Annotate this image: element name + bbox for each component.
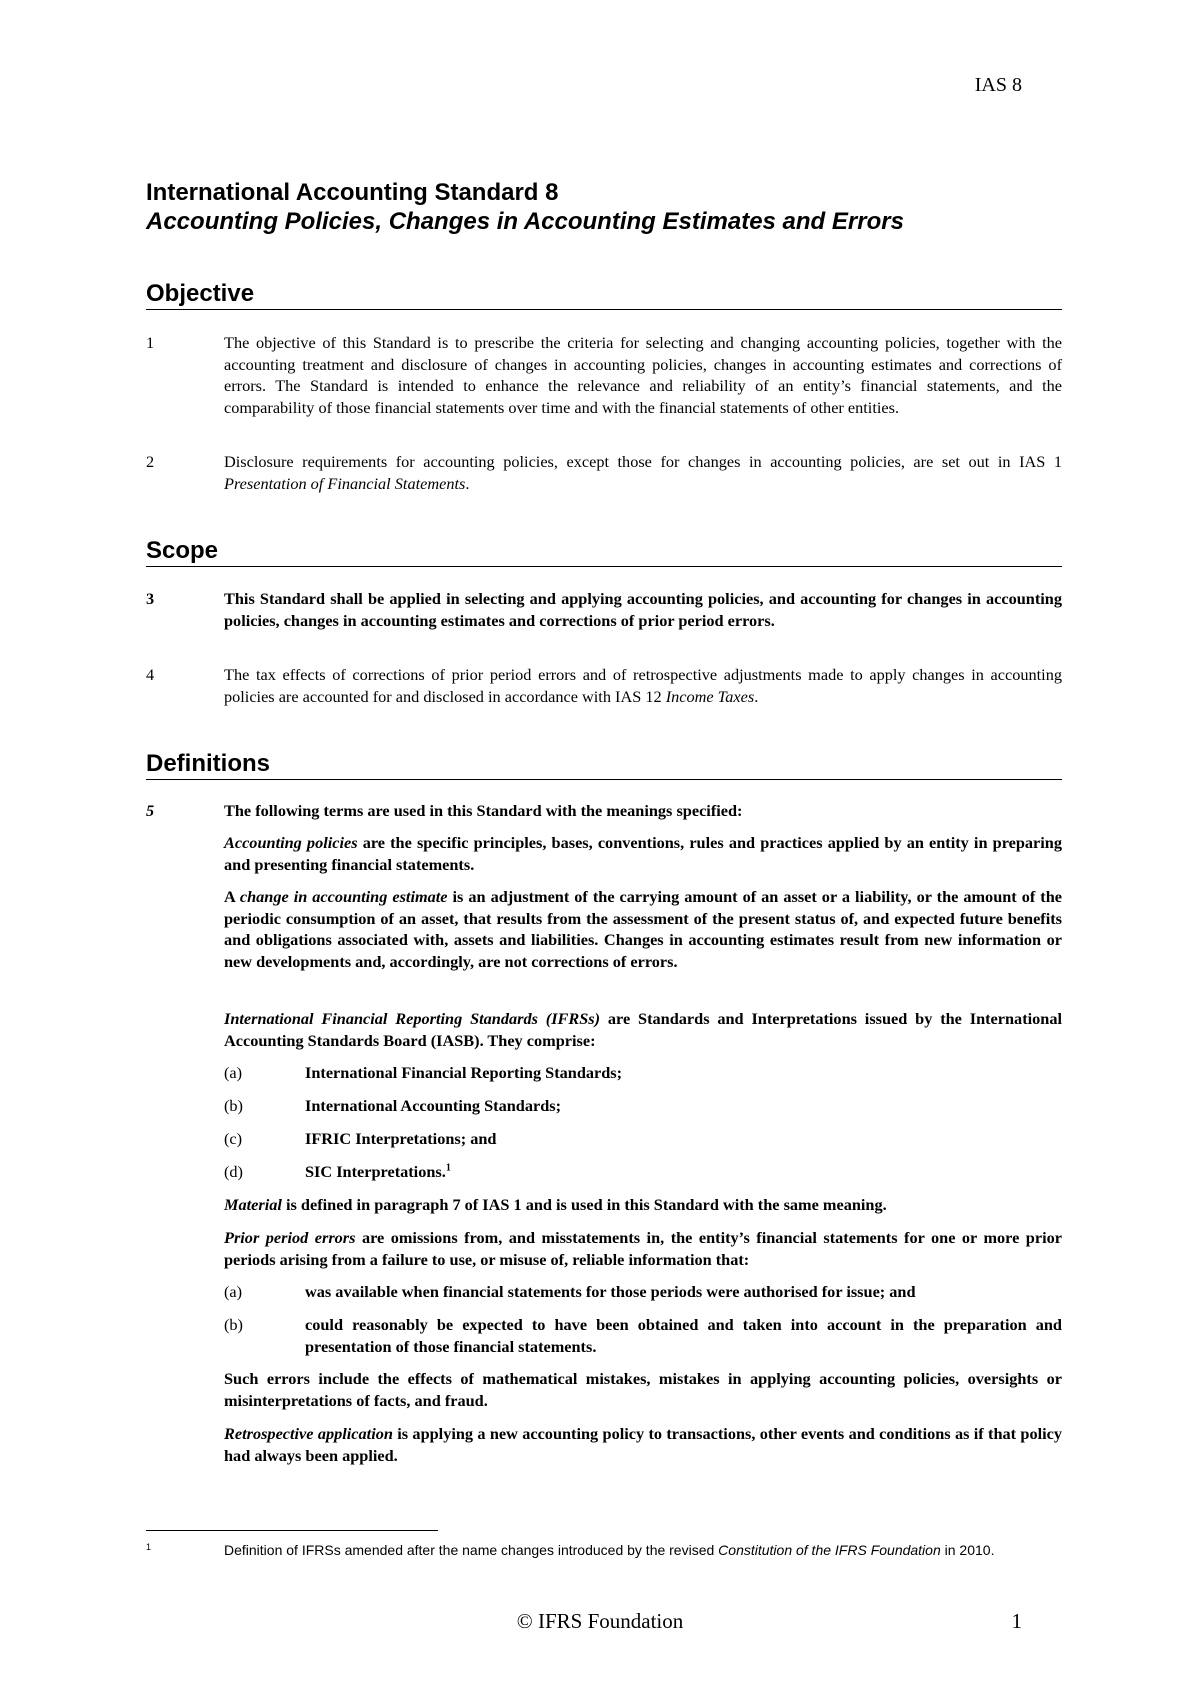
- text-run: .: [754, 686, 759, 706]
- text-run: SIC Interpretations.: [305, 1162, 446, 1181]
- list-item-label: (a): [224, 1282, 243, 1301]
- footer-page-number: 1: [1011, 1609, 1022, 1633]
- defined-term: Retrospective application: [224, 1424, 393, 1443]
- definition-such-errors: Such errors include the effects of mathematical mistakes, mistakes in applying accounting policies, oversights or misinterpretations of facts, and fraud.: [224, 1369, 1062, 1410]
- definition-text: are omissions from, and misstatements in, the entity’s financial statements for one or more prior periods arising from a failure to use, or misuse of, reliable information that:: [224, 1228, 1062, 1269]
- running-header: IAS 8: [974, 74, 1022, 96]
- paragraph-1: [146, 332, 1062, 419]
- text-run: in 2010.: [940, 1542, 995, 1558]
- defined-term: Prior period errors: [224, 1228, 356, 1247]
- document-subtitle: Accounting Policies, Changes in Accounting Estimates and Errors: [146, 208, 904, 235]
- paragraph-text: The following terms are used in this Standard with the meanings specified:: [224, 801, 743, 820]
- list-item-label: (d): [224, 1162, 243, 1181]
- definition-text: is an adjustment of the carrying amount of an asset or a liability, or the amount of the periodic consumption of an asset, that results from the assessment of the present status of, and expected future benefits and obligations associated with, assets and liabilities. Changes in accounting estimates result from new information or new developments and, accordingly, are not corrections of errors.: [224, 887, 1062, 972]
- list-item-text: could reasonably be expected to have been obtained and taken into account in the preparation and presentation of those financial statements.: [305, 1315, 1062, 1356]
- definition-retrospective-application: [224, 1423, 1062, 1466]
- definition-material: [224, 1194, 1062, 1216]
- defined-term: International Financial Reporting Standards (IFRSs): [224, 1009, 601, 1028]
- list-item-text: was available when financial statements for those periods were authorised for issue; and: [305, 1282, 916, 1301]
- definition-ifrss: [224, 1008, 1062, 1051]
- footer-copyright: © IFRS Foundation: [516, 1609, 684, 1633]
- footnote-divider: [146, 1530, 438, 1531]
- list-item: [224, 1062, 1062, 1084]
- text-run: The tax effects of corrections of prior period errors and of retrospective adjustments made to apply changes in accounting policies are accounted for and disclosed in accordance with IAS 12: [224, 665, 1062, 706]
- standard-reference: Presentation of Financial Statements: [224, 473, 466, 493]
- section-heading-scope: Scope: [146, 536, 1062, 567]
- paragraph-text: [224, 451, 1062, 494]
- list-item-text: IFRIC Interpretations; and: [305, 1129, 497, 1148]
- definition-text: are Standards and Interpretations issued by the International Accounting Standards Board (IASB). They comprise:: [224, 1009, 1063, 1050]
- section-heading-objective: Objective: [146, 279, 1062, 310]
- paragraph-number: 1: [146, 333, 155, 352]
- definition-prior-period-errors: [224, 1227, 1062, 1270]
- list-item: [224, 1314, 1062, 1357]
- defined-term: Material: [224, 1195, 282, 1214]
- list-item-label: (a): [224, 1063, 243, 1082]
- paragraph-number: 5: [146, 801, 155, 820]
- definition-accounting-policies: [224, 832, 1062, 875]
- document-title: International Accounting Standard 8: [146, 179, 559, 206]
- list-item: [224, 1128, 1062, 1150]
- footnote-reference-title: Constitution of the IFRS Foundation: [718, 1542, 941, 1558]
- footnote: [146, 1541, 1062, 1559]
- text-run: Definition of IFRSs amended after the name changes introduced by the revised: [224, 1542, 719, 1558]
- text-run: .: [465, 473, 470, 493]
- list-item-label: (b): [224, 1096, 243, 1115]
- section-heading-definitions: Definitions: [146, 749, 1062, 780]
- paragraph-4: [146, 664, 1062, 707]
- definition-text: is applying a new accounting policy to transactions, other events and conditions as if that policy had always been applied.: [224, 1424, 1062, 1465]
- definition-text: is defined in paragraph 7 of IAS 1 and is used in this Standard with the same meaning.: [281, 1195, 887, 1214]
- defined-term: Accounting policies: [224, 833, 358, 852]
- paragraph-number: 2: [146, 452, 155, 471]
- list-item: [224, 1281, 1062, 1303]
- footnote-reference: 1: [445, 1162, 451, 1174]
- paragraph-text: This Standard shall be applied in selecting and applying accounting policies, and accounting for changes in accounting policies, changes in accounting estimates and corrections of prior period errors.: [224, 589, 1062, 630]
- list-item: [224, 1161, 1062, 1183]
- footnote-text: [224, 1541, 1062, 1559]
- definition-text: are the specific principles, bases, conventions, rules and practices applied by an entity in preparing and presenting financial statements.: [224, 833, 1062, 874]
- paragraph-text: The objective of this Standard is to prescribe the criteria for selecting and changing accounting policies, together with the accounting treatment and disclosure of changes in accounting policies, changes in accounting estimates and corrections of errors. The Standard is intended to enhance the relevance and reliability of an entity’s financial statements, and the comparability of those financial statements over time and with the financial statements of other entities.: [224, 333, 1062, 418]
- definition-change-in-accounting-estimate: [224, 886, 1062, 973]
- list-item: [224, 1095, 1062, 1117]
- paragraph-text: [224, 664, 1062, 707]
- paragraph-number: 4: [146, 665, 155, 684]
- list-item-text: International Financial Reporting Standards;: [305, 1063, 623, 1082]
- list-item-label: (c): [224, 1129, 243, 1148]
- list-item-text: International Accounting Standards;: [305, 1096, 562, 1115]
- defined-term: change in accounting estimate: [239, 887, 448, 906]
- footnote-mark: 1: [146, 1542, 152, 1552]
- paragraph-3: [146, 588, 1062, 631]
- list-item-text: [305, 1161, 1062, 1183]
- text-run: A: [224, 887, 240, 906]
- standard-reference: Income Taxes: [665, 686, 755, 706]
- paragraph-number: 3: [146, 589, 155, 608]
- list-item-label: (b): [224, 1315, 243, 1334]
- text-run: Disclosure requirements for accounting policies, except those for changes in accounting policies, are set out in IAS 1: [224, 452, 1062, 471]
- paragraph-5: [146, 800, 1062, 822]
- paragraph-2: [146, 451, 1062, 494]
